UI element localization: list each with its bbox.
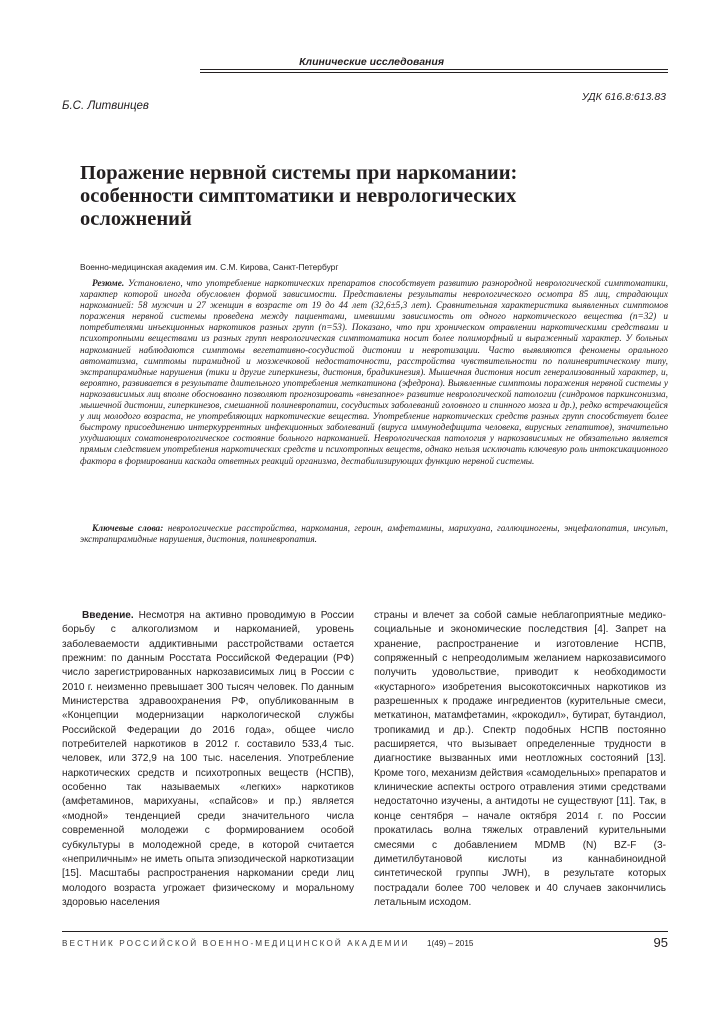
- intro-label: Введение.: [82, 610, 134, 621]
- header-rule: [200, 69, 668, 70]
- keywords-label: Ключевые слова:: [92, 524, 164, 534]
- body-column-left: [62, 609, 354, 910]
- author: Б.С. Литвинцев: [62, 100, 149, 112]
- abstract-text: Установлено, что употребление наркотических препаратов способствует развитию разнородной неврологической симптоматики, характер которой иногда обусловлен формой зависимости. Представлены результаты неврологического осмотра 85 лиц, страдающих наркоманией: 58 мужчин и 27 женщин в возрасте от 19 до 44 лет (32,6±5,3 лет). Сравнительная характеристика выявленных симптомов поражения нервной системы проведена между пациентами, имевшими зависимость от одного наркотического вещества (n=32) и потребителями инъекционных наркотиков разных групп (n=53). Показано, что при хроническом отравлении наркотическими средствами и психотропными веществами из разных групп неврологическая симптоматика носит более полиморфный и выраженный характер. У больных наркоманией наблюдаются симптомы вегетативно-сосудистой дистонии и невротизации. Часто выявляются феномены орального автоматизма, симптомы пирамидной и мозжечковой недостаточности, расстройства чувствительности по полиневритическому типу, экстрапирамидные нарушения (тики и другие гиперкинезы, дистония, брадикинезия). Мышечная дистония носит генерализованный характер, и, вероятно, развивается в результате длительного употребления меткатинона (эфедрона). Выявленные симптомы поражения нервной системы у наркозависимых лиц вполне обоснованно позволяют прогнозировать «внезапное» развитие неврологической патологии (синдромов паркинсонизма, мышечной дистонии, гиперкинезов, смешанной полиневропатии, сосудистых заболеваний головного и спинного мозга и др.), редко встречающейся у лиц молодого возраста, не употребляющих наркотические вещества. Употребление наркотических средств разных групп способствует более быстрому присоединению интеркуррентных инфекционных заболеваний (вируса иммунодефицита человека, вирусных гепатитов), значительно ухудшающих соматоневрологическое состояние больного наркоманией. Неврологическая патология у наркозависимых не обязательно является прямым следствием употребления наркотических средств и психотропных веществ, однако нельзя исключать ключевую роль интоксикационного фактора в формировании каскада ответных реакций организма, дестабилизирующих функцию нервной системы.: [80, 279, 668, 467]
- keywords: [80, 524, 668, 546]
- abstract-label: Резюме.: [92, 279, 125, 289]
- right-column-text: страны и влечет за собой самые неблагоприятные медико-социальные и экономические последствия [4]. Запрет на хранение, распространение и изготовление НСПВ, сопряженный с непреодолимым желанием наркозависимого получить удовольствие, приводит к необходимости «кустарного» изобретения высокотоксичных наркотиков из разрешенных к продаже ингредиентов (курительные смеси, меткатинон, матамфетамин, «крокодил», бутират, бутандиол, тропикамид и др.). Спектр подобных НСПВ постоянно расширяется, что вызывает определенные трудности в диагностике вызванных ими неотложных состояний [13]. Кроме того, механизм действия «самодельных» препаратов и клинические аспекты острого отравления этими средствами недостаточно изучены, а антидоты не существуют [11]. Так, в конце сентября – начале октября 2014 г. по России прокатилась волна тяжелых отравлений курительными смесями с добавлением MDMB (N) BZ-F (3-диметилбутановой кислоты из каннабиноидной синтетической группы JWH), в результате которых пострадали более 700 человек и 40 случаев закончились летальным исходом.: [374, 610, 666, 908]
- affiliation: Военно-медицинская академия им. С.М. Кирова, Санкт-Петербург: [80, 262, 339, 272]
- left-column-text: Несмотря на активно проводимую в России борьбу с алкоголизмом и наркоманией, уровень заболеваемости аддиктивными расстройствами остается прежним: по данным Росстата Российской Федерации (РФ) число зарегистрированных наркозависимых лиц в России с 2010 г. неизменно превышает 300 тысяч человек. По данным Министерства здравоохранения РФ, опубликованным в «Концепции модернизации наркологической службы Российской Федерации до 2016 года», общее число потребителей наркотиков в 2012 г. составило 533,4 тыс. человек, или 372,9 на 100 тыс. населения. Употребление наркотических средств и психотропных веществ (НСПВ), особенно так называемых «легких» наркотиков (амфетаминов, марихуаны, «спайсов» и пр.) является «модной» тенденцией среди значительного числа современной молодежи с формированием особой субкультуры в молодежной среде, в которой считается «неприличным» не иметь опыта эпизодической наркотизации [15]. Масштабы распространения наркомании среди лиц молодого возраста угрожает физическому и моральному здоровью населения: [62, 610, 355, 908]
- journal-name: ВЕСТНИК РОССИЙСКОЙ ВОЕННО-МЕДИЦИНСКОЙ АКАДЕМИИ: [62, 939, 410, 948]
- footer-rule: [62, 931, 668, 932]
- udk-code: УДК 616.8:613.83: [581, 91, 666, 103]
- article-title: Поражение нервной системы при наркомании: особенности симптоматики и неврологических осложнений: [80, 162, 518, 230]
- issue-number: 1(49) – 2015: [427, 939, 474, 948]
- section-header: Клинические исследования: [299, 56, 444, 68]
- body-column-right: [374, 609, 666, 910]
- page-number: 95: [653, 935, 668, 950]
- abstract: [80, 279, 668, 468]
- keywords-text: неврологические расстройства, наркомания, героин, амфетамины, марихуана, галлюциногены, энцефалопатия, инсульт, экстрапирамидные нарушения, дистония, полиневропатия.: [80, 524, 669, 546]
- header-rule-thin: [200, 72, 668, 73]
